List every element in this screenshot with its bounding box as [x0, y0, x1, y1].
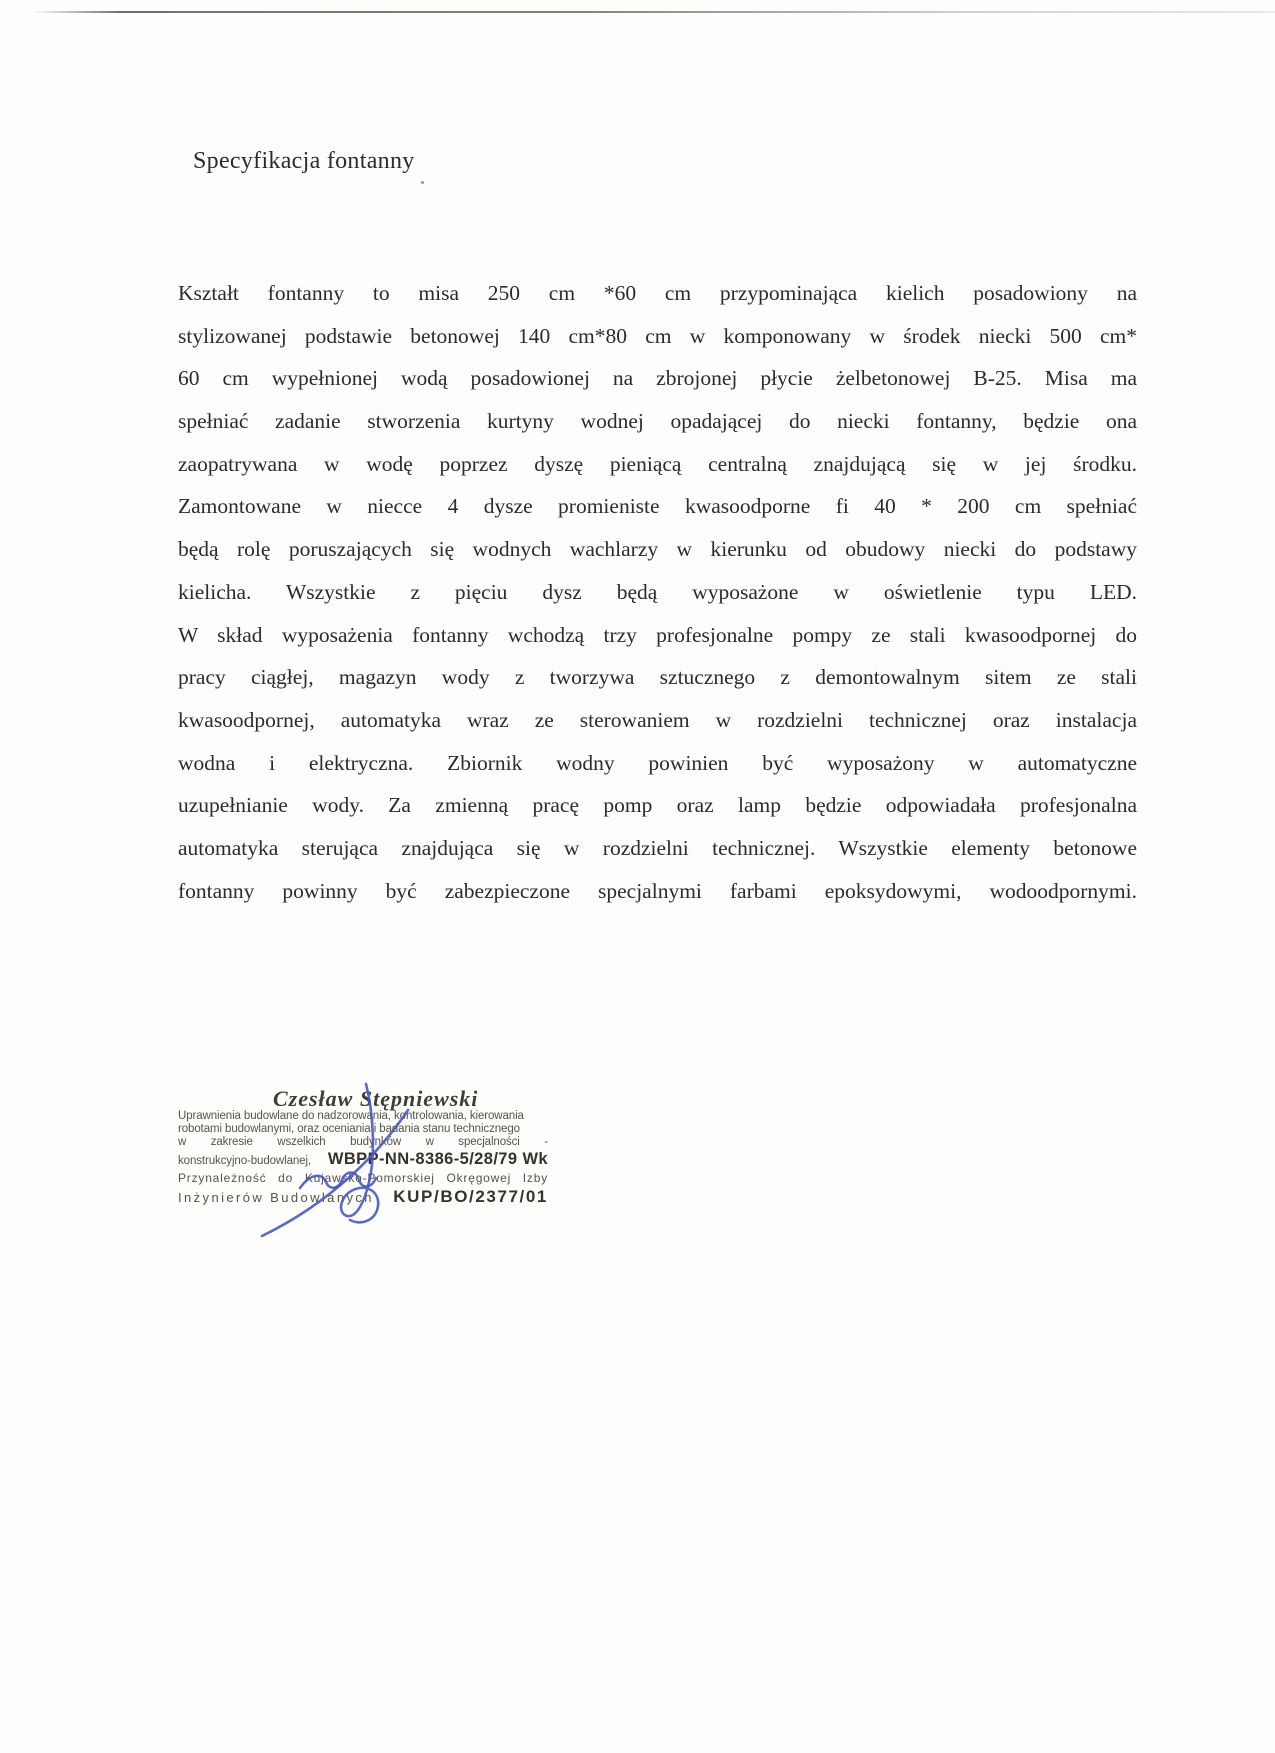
paragraph-line: kwasoodpornej, automatyka wraz ze sterowaniem w rozdzielni technicznej oraz instalacja — [178, 707, 1137, 732]
stamp-cert-label: konstrukcyjno-budowlanej, — [178, 1154, 312, 1167]
stamp-cert-text: Uprawnienia budowlane do nadzorowania, kontrolowania, kierowania — [178, 1110, 524, 1122]
stamp-cert-number: WBPP-NN-8386-5/28/79 Wk — [327, 1149, 548, 1168]
paragraph-line: stylizowanej podstawie betonowej 140 cm*80 cm w komponowany w środek niecki 500 cm* — [178, 323, 1137, 348]
stamp-engineer-name: Czesław Stępniewski — [273, 1086, 479, 1111]
stamp-membership-label: Inżynierów Budowlanych — [178, 1189, 374, 1205]
stamp-cert-text: w zakresie wszelkich budynków w specjalności - — [178, 1136, 548, 1149]
stamp-cert-number-row — [178, 1150, 548, 1169]
paragraph-line: W skład wyposażenia fontanny wchodzą trzy profesjonalne pompy ze stali kwasoodpornej do — [178, 622, 1137, 647]
stamp-membership-number-row — [178, 1187, 548, 1211]
paragraph-line: wodna i elektryczna. Zbiornik wodny powinien być wyposażony w automatyczne — [178, 750, 1137, 775]
paragraph-line: zaopatrywana w wodę poprzez dyszę pieniącą centralną znajdującą się w jej środku. — [178, 451, 1137, 476]
stamp-cert-text: robotami budowlanymi, oraz oceniania i badania stanu technicznego — [178, 1123, 520, 1136]
page-title: Specyfikacja fontanny — [193, 148, 415, 174]
paragraph-line: fontanny powinny być zabezpieczone specjalnymi farbami epoksydowymi, wodoodpornymi. — [178, 878, 1137, 903]
specification-paragraph — [178, 272, 1137, 912]
engineer-approval-stamp — [178, 1088, 548, 1211]
paragraph-line: automatyka sterująca znajdująca się w rozdzielni technicznej. Wszystkie elementy betonowe — [178, 835, 1137, 860]
paragraph-line: spełniać zadanie stworzenia kurtyny wodnej opadającej do niecki fontanny, będzie ona — [178, 409, 1137, 434]
paragraph-line: Zamontowane w niecce 4 dysze promieniste kwasoodporne fi 40 * 200 cm spełniać — [178, 494, 1137, 519]
paragraph-line: będą rolę poruszających się wodnych wachlarzy w kierunku od obudowy niecki do podstawy — [178, 537, 1137, 562]
paragraph-line: pracy ciągłej, magazyn wody z tworzywa sztucznego z demontowalnym sitem ze stali — [178, 665, 1137, 690]
stamp-membership-text: Przynależność do Kujawsko-Pomorskiej Okręgowej Izby — [178, 1170, 548, 1185]
paragraph-line: uzupełnianie wody. Za zmienną pracę pomp oraz lamp będzie odpowiadała profesjonalna — [178, 793, 1137, 818]
stamp-membership-number: KUP/BO/2377/01 — [393, 1186, 548, 1206]
scan-artifact-line — [32, 11, 1275, 13]
paragraph-line: Kształt fontanny to misa 250 cm *60 cm przypominająca kielich posadowiony na — [178, 281, 1137, 305]
scan-speck — [421, 181, 424, 184]
paragraph-line: 60 cm wypełnionej wodą posadowionej na zbrojonej płycie żelbetonowej B-25. Misa ma — [178, 366, 1137, 391]
paragraph-line: kielicha. Wszystkie z pięciu dysz będą wyposażone w oświetlenie typu LED. — [178, 579, 1137, 604]
